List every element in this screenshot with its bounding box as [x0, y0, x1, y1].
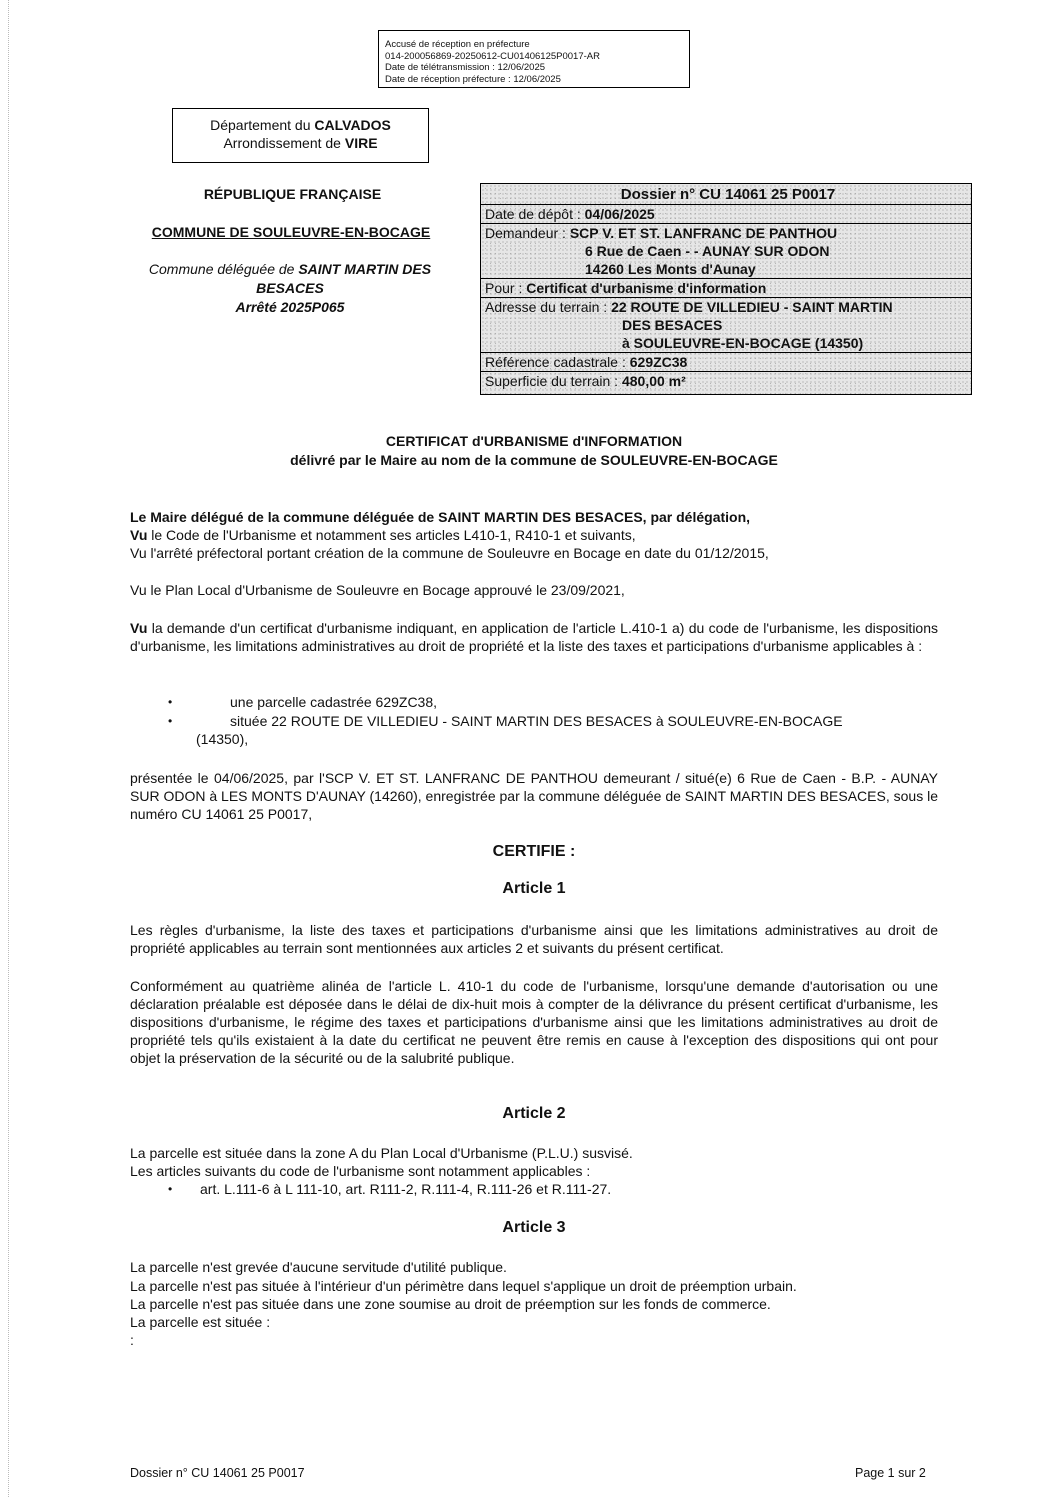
bullet-parcelle: une parcelle cadastrée 629ZC38, — [230, 694, 438, 710]
adresse-label: Adresse du terrain : — [485, 299, 612, 315]
presented-paragraph: présentée le 04/06/2025, par l'SCP V. ET ST. LANFRANC DE PANTHOU demeurant / situé(e) 6 Rue de Caen - B.P. - AUNAY SUR ODON à LES MONTS D'AUNAY (14260), enregistrée par la commune déléguée de SAINT MARTIN DES BESACES, sous le numéro CU 14061 25 P0017, — [130, 770, 938, 822]
delegated-commune-block — [125, 260, 455, 317]
bullet-situee-cont: (14350), — [196, 731, 249, 747]
article-3-heading: Article 3 — [502, 1219, 566, 1236]
adresse-value-line: à SOULEUVRE-EN-BOCAGE (14350) — [622, 335, 864, 351]
article-1-paragraph: Conformément au quatrième alinéa de l'article L. 410-1 du code de l'urbanisme, lorsqu'une demande d'autorisation ou une déclaration préalable est déposée dans le délai de dix-huit mois à compter de la délivrance du présent certificat d'urbanisme, les dispositions d'urbanisme, le régime des taxes et participations d'urbanisme ainsi que les limitations administratives au droit de propriété tels qu'ils existaient à la date du certificat ne peuvent être remis en cause à l'exception des dispositions qui ont pour objet la préservation de la sécurité ou de la salubrité publique. — [130, 978, 938, 1066]
arrondissement-label: Arrondissement de — [223, 135, 345, 151]
reference-label: Référence cadastrale : — [485, 354, 630, 370]
delegated-name: SAINT MARTIN DES BESACES — [256, 261, 432, 296]
preamble-block — [130, 508, 938, 562]
vu-code-line: le Code de l'Urbanisme et notamment ses articles L410-1, R410-1 et suivants, — [147, 527, 636, 543]
certificate-subtitle-line: délivré par le Maire au nom de la commune de SOULEUVRE-EN-BOCAGE — [290, 452, 778, 468]
vu-plu-line: Vu le Plan Local d'Urbanisme de Souleuvre en Bocage approuvé le 23/09/2021, — [130, 582, 625, 598]
article-3-line: : — [130, 1332, 134, 1348]
department-box — [172, 108, 429, 163]
depot-label: Date de dépôt : — [485, 206, 585, 222]
department-name: CALVADOS — [314, 117, 391, 133]
reference-value: 629ZC38 — [629, 354, 688, 370]
certifie-heading: CERTIFIE : — [492, 843, 576, 860]
demandeur-label: Demandeur : — [485, 225, 570, 241]
certificate-title-line: CERTIFICAT d'URBANISME d'INFORMATION — [385, 433, 683, 449]
pour-label: Pour : — [485, 280, 527, 296]
pour-value: Certificat d'urbanisme d'information — [526, 280, 767, 296]
superficie-label: Superficie du terrain : — [485, 373, 622, 389]
receipt-line: Date de réception préfecture : 12/06/2025 — [385, 73, 561, 85]
article-3-line: La parcelle n'est grevée d'aucune servitude d'utilité publique. — [130, 1259, 507, 1275]
commune-heading: COMMUNE DE SOULEUVRE-EN-BOCAGE — [151, 224, 431, 240]
article-1-paragraph: Les règles d'urbanisme, la liste des taxes et participations d'urbanisme ainsi que les limitations administratives au droit de propriété applicables au terrain sont mentionnées aux articles 2 et suivants du présent certificat. — [130, 922, 938, 956]
dossier-superficie-row — [481, 372, 971, 390]
dossier-depot-row — [481, 205, 971, 224]
article-1-heading: Article 1 — [502, 880, 566, 897]
demandeur-address-line: 14260 Les Monts d'Aunay — [585, 261, 756, 277]
superficie-value: 480,00 m² — [621, 373, 686, 389]
vu-demande-text: la demande d'un certificat d'urbanisme indiquant, en application de l'article L.410-1 a) du code de l'urbanisme, les dispositions d'urbanisme, les limitations administratives au droit de propriété et la liste des taxes et participations d'urbanisme applicables à : — [130, 620, 938, 654]
arrondissement-name: VIRE — [344, 135, 378, 151]
bullet-icon: • — [168, 714, 173, 728]
receipt-line: Accusé de réception en préfecture — [385, 39, 530, 50]
demandeur-name: SCP V. ET ST. LANFRANC DE PANTHOU — [569, 225, 838, 241]
vu-label: Vu — [130, 527, 148, 543]
adresse-value: 22 ROUTE DE VILLEDIEU - SAINT MARTIN — [611, 299, 893, 315]
maire-line: Le Maire délégué de la commune déléguée de SAINT MARTIN DES BESACES, par délégation, — [130, 509, 751, 525]
article-3-line: La parcelle est située : — [130, 1314, 271, 1330]
arrete-number: Arrêté 2025P065 — [235, 299, 345, 315]
vu-label: Vu — [130, 545, 147, 561]
dossier-pour-row — [481, 279, 971, 298]
bullet-situee: située 22 ROUTE DE VILLEDIEU - SAINT MARTIN DES BESACES à SOULEUVRE-EN-BOCAGE — [230, 713, 843, 729]
article-2-bullet: art. L.111-6 à L 111-10, art. R111-2, R.111-4, R.111-26 et R.111-27. — [200, 1181, 612, 1197]
article-3-line: La parcelle n'est pas située dans une zone soumise au droit de préemption sur les fonds de commerce. — [130, 1296, 771, 1312]
receipt-line: Date de télétransmission : 12/06/2025 — [385, 62, 546, 73]
scan-margin-line — [8, 0, 10, 1497]
adresse-value-line: DES BESACES — [622, 317, 723, 333]
certificate-title — [130, 432, 938, 470]
vu-arrete-line: l'arrêté préfectoral portant création de la commune de Souleuvre en Bocage en date du 01/12/2015, — [150, 545, 769, 561]
republic-heading: RÉPUBLIQUE FRANÇAISE — [203, 186, 382, 202]
article-2-line: Les articles suivants du code de l'urbanisme sont notamment applicables : — [130, 1163, 591, 1179]
article-2-line: La parcelle est située dans la zone A du Plan Local d'Urbanisme (P.L.U.) susvisé. — [130, 1145, 633, 1161]
footer-page-number: Page 1 sur 2 — [855, 1466, 926, 1480]
demandeur-address-line: 6 Rue de Caen - - AUNAY SUR ODON — [585, 243, 830, 259]
delegated-label: Commune déléguée de — [148, 261, 299, 277]
dossier-title: Dossier n° CU 14061 25 P0017 — [481, 184, 971, 205]
dossier-info-box — [480, 183, 972, 395]
dossier-demandeur-row — [481, 224, 971, 279]
footer-dossier-number: Dossier n° CU 14061 25 P0017 — [130, 1466, 305, 1480]
bullet-icon: • — [168, 695, 173, 709]
dossier-adresse-row — [481, 298, 971, 353]
article-3-line: La parcelle n'est pas située à l'intérieur d'un périmètre dans lequel s'applique un droit de préemption urbain. — [130, 1278, 797, 1294]
vu-demande-paragraph — [130, 619, 938, 655]
dossier-reference-row — [481, 353, 971, 372]
vu-label: Vu — [130, 620, 148, 636]
prefecture-receipt-box — [378, 30, 690, 88]
bullet-icon: • — [168, 1182, 173, 1196]
article-2-heading: Article 2 — [502, 1105, 566, 1122]
depot-value: 04/06/2025 — [584, 206, 655, 222]
receipt-line: 014-200056869-20250612-CU01406125P0017-AR — [385, 50, 600, 62]
department-label: Département du — [210, 117, 315, 133]
